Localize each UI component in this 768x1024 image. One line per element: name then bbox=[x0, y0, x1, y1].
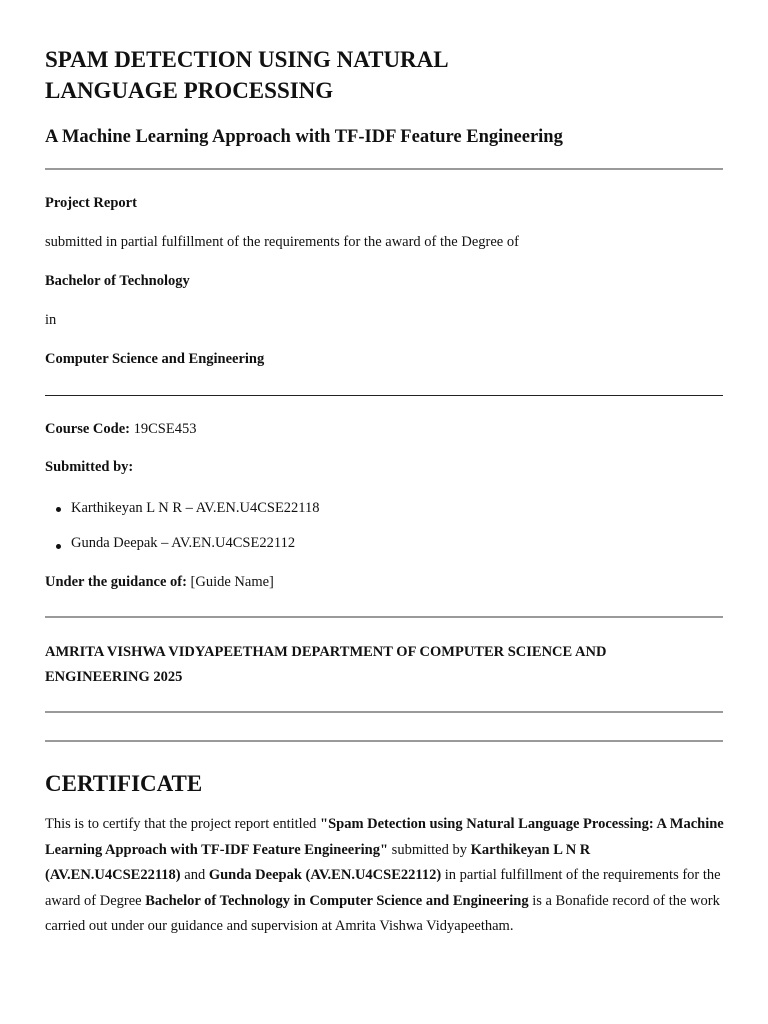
discipline-name: Computer Science and Engineering bbox=[45, 351, 265, 367]
cert-text-part: submitted by bbox=[388, 841, 471, 858]
cert-text-part: is a Bonafide record of the work carried out under our guidance and supervision at Amrita Vishwa Vidyapeetham. bbox=[45, 892, 720, 934]
institution-name: AMRITA VISHWA VIDYAPEETHAM DEPARTMENT OF COMPUTER SCIENCE AND ENGINEERING 2025 bbox=[45, 644, 607, 685]
divider bbox=[45, 740, 723, 742]
guide-name: [Guide Name] bbox=[186, 574, 274, 590]
certificate-paragraph bbox=[45, 812, 725, 940]
project-title-reference: "Spam Detection using Natural Language Processing: A Machine Learning Approach with TF-IDF Feature Engineering" bbox=[45, 816, 724, 858]
bullet-dot bbox=[56, 507, 61, 512]
submission-statement: submitted in partial fulfillment of the requirements for the award of the Degree of bbox=[45, 234, 519, 250]
document-title: SPAM DETECTION USING NATURAL LANGUAGE PROCESSING bbox=[45, 47, 448, 103]
guidance-line bbox=[45, 572, 274, 592]
course-code-value: 19CSE453 bbox=[129, 421, 197, 437]
degree-name: Bachelor of Technology bbox=[45, 273, 190, 289]
degree-reference: Bachelor of Technology in Computer Science and Engineering bbox=[145, 892, 529, 909]
certificate-heading: CERTIFICATE bbox=[45, 771, 203, 796]
student-reference: Karthikeyan L N R (AV.EN.U4CSE22118) bbox=[45, 841, 591, 883]
cert-text-part: and bbox=[180, 867, 209, 883]
bullet-dot bbox=[56, 544, 61, 549]
cert-text-part: This is to certify that the project report entitled bbox=[45, 816, 321, 832]
guidance-label: Under the guidance of: bbox=[45, 574, 187, 590]
divider bbox=[45, 711, 723, 713]
divider bbox=[45, 616, 723, 618]
cert-text-part: in partial fulfillment of the requirements for the award of Degree bbox=[45, 867, 721, 909]
student-item: Karthikeyan L N R – AV.EN.U4CSE22118 bbox=[71, 500, 320, 516]
student-item: Gunda Deepak – AV.EN.U4CSE22112 bbox=[71, 535, 296, 551]
divider bbox=[45, 168, 723, 170]
course-code-label: Course Code: bbox=[45, 421, 130, 437]
course-code bbox=[45, 419, 196, 439]
document-subtitle: A Machine Learning Approach with TF-IDF Feature Engineering bbox=[45, 127, 563, 147]
submitted-by-label: Submitted by: bbox=[45, 459, 134, 475]
report-type: Project Report bbox=[45, 195, 137, 211]
divider bbox=[45, 395, 723, 396]
student-reference: Gunda Deepak (AV.EN.U4CSE22112) bbox=[208, 867, 442, 883]
in-text: in bbox=[45, 312, 57, 328]
